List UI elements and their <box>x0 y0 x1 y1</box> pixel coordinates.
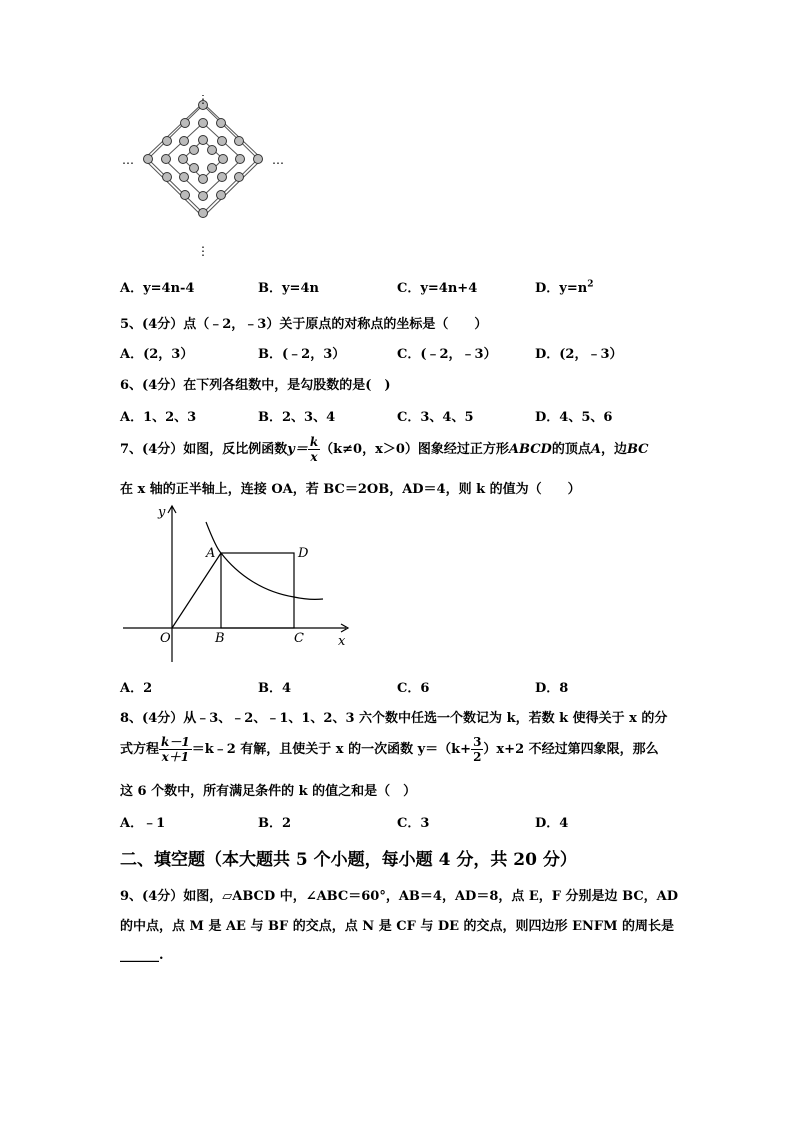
q8-option-a[interactable]: A．﹣1 <box>120 816 166 831</box>
q5-stem: 5、(4分）点（﹣2，﹣3）关于原点的对称点的坐标是（ ） <box>120 317 488 332</box>
q9-stem-line1: 9、(4分）如图，▱ABCD 中，∠ABC＝60°，AB＝4，AD＝8，点 E，F 分别是边 BC，AD <box>120 889 679 904</box>
q5-option-d[interactable]: D．(2，﹣3） <box>535 347 623 362</box>
q7-option-b[interactable]: B．4 <box>258 681 292 696</box>
label-y: y <box>158 505 166 520</box>
q6-option-c[interactable]: C．3、4、5 <box>397 410 474 425</box>
q8-stem-line1: 8、(4分）从﹣3、﹣2、﹣1、1、2、3 六个数中任选一个数记为 k，若数 k 使得关于 x 的分 <box>120 711 668 726</box>
q8-stem-line2: 式方程 $\frac{k-1}{x+1}$ ＝k﹣2 有解，且使关于 x 的一次函数 y＝（k+ $\frac{3}{2}$ ）x+2 不经过第四象限，那么 <box>120 735 659 764</box>
label-c: C <box>294 631 304 646</box>
q7-option-a[interactable]: A．2 <box>120 681 153 696</box>
q9-answer-blank[interactable]: ______. <box>120 948 164 963</box>
q5-option-a[interactable]: A．(2，3） <box>120 347 194 362</box>
q4-diamond-figure <box>110 95 300 265</box>
q6-stem: 6、(4分）在下列各组数中，是勾股数的是( ) <box>120 378 391 393</box>
q8-option-c[interactable]: C．3 <box>397 816 430 831</box>
lattice-dots <box>144 101 263 218</box>
q6-option-b[interactable]: B．2、3、4 <box>258 410 336 425</box>
q8-fraction-equation: $\frac{k-1}{x+1}$ <box>161 735 190 764</box>
q4-option-d[interactable]: D．$y=n^2$ <box>535 279 594 296</box>
q9-stem-line2: 的中点，点 M 是 AE 与 BF 的交点，点 N 是 CF 与 DE 的交点，则四边形 ENFM 的周长是 <box>120 919 675 934</box>
q6-option-d[interactable]: D．4、5、6 <box>535 410 613 425</box>
dots-top: ⋮ <box>197 95 209 106</box>
q7-coordinate-figure <box>118 500 358 670</box>
q8-stem-line3: 这 6 个数中，所有满足条件的 k 的值之和是（ ） <box>120 784 417 799</box>
q8-option-d[interactable]: D．4 <box>535 816 569 831</box>
label-o: O <box>160 631 171 646</box>
q7-option-c[interactable]: C．6 <box>397 681 430 696</box>
label-d: D <box>298 546 309 561</box>
q7-stem-line1: 7、(4分）如图，反比例函数y＝ $\frac{k}{x}$ （k≠0，x＞0）图象经过正方形ABCD的顶点A，边BC <box>120 435 649 464</box>
label-x: x <box>338 634 346 649</box>
label-b: B <box>215 631 225 646</box>
q6-option-a[interactable]: A．1、2、3 <box>120 410 197 425</box>
dots-right: … <box>272 153 284 167</box>
q4-option-b[interactable]: B．y=4n <box>258 281 319 296</box>
q7-fraction-k-over-x: $\frac{k}{x}$ <box>309 435 319 464</box>
q4-option-c[interactable]: C．y=4n+4 <box>397 281 478 296</box>
q8-option-b[interactable]: B．2 <box>258 816 292 831</box>
dots-left: … <box>122 153 134 167</box>
q5-option-c[interactable]: C．(﹣2，﹣3） <box>397 347 497 362</box>
q7-option-d[interactable]: D．8 <box>535 681 569 696</box>
q4-option-a[interactable]: A．y=4n-4 <box>120 281 195 296</box>
segment-oa <box>172 553 221 628</box>
q7-stem-line2: 在 x 轴的正半轴上，连接 OA，若 BC＝2OB，AD＝4，则 k 的值为（ ） <box>120 482 581 497</box>
q8-fraction-three-halves: $\frac{3}{2}$ <box>473 735 482 764</box>
label-a: A <box>206 546 216 561</box>
section-fill-in-blank-heading: 二、填空题（本大题共 5 个小题，每小题 4 分，共 20 分） <box>120 850 577 870</box>
q5-option-b[interactable]: B．(﹣2，3） <box>258 347 346 362</box>
square-abcd <box>221 553 294 628</box>
dots-bottom: ⋮ <box>197 244 209 258</box>
